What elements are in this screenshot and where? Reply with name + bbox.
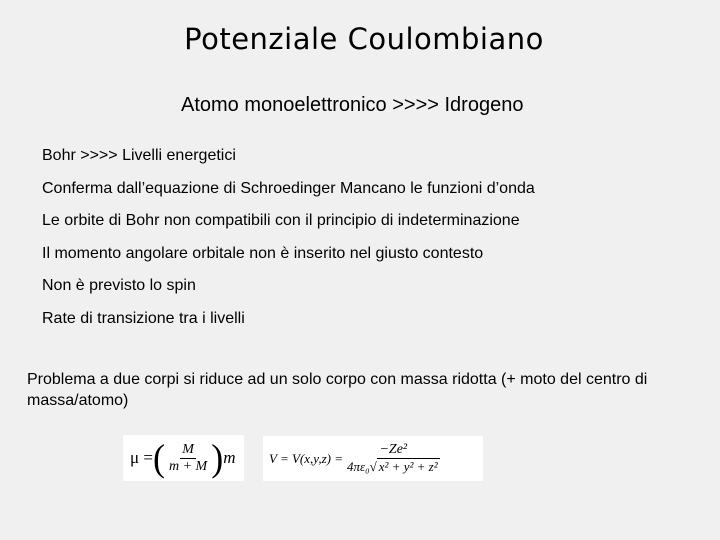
list-item: Bohr >>>> Livelli energetici [42, 147, 236, 164]
formula-lhs: V = V(x,y,z) = [269, 450, 343, 466]
list-item: Il momento angolare orbitale non è inserito nel giusto contesto [42, 244, 484, 262]
fraction [167, 442, 209, 475]
left-paren: ( [152, 437, 165, 479]
fraction [345, 442, 442, 476]
sqrt-sign: √ [369, 458, 377, 474]
bullet-list [42, 146, 535, 342]
fraction-denominator: m + M [168, 458, 208, 474]
fraction-numerator: −Ze² [379, 441, 408, 457]
denominator-prefix: 4πε₀ [346, 458, 370, 474]
list-item: Le orbite di Bohr non compatibili con il principio di indeterminazione [42, 212, 520, 230]
sqrt-radicand: x² + y² + z² [378, 458, 438, 474]
slide-subtitle: Atomo monoelettronico >>>> Idrogeno [181, 94, 524, 116]
body-paragraph: Problema a due corpi si riduce ad un solo corpo con massa ridotta (+ moto del centro di massa/atomo) [27, 371, 648, 409]
fraction-numerator: M [182, 441, 194, 457]
list-item: Conferma dall’equazione di Schroedinger Mancano le funzioni d’onda [42, 179, 535, 197]
formula-lhs: μ = [130, 448, 153, 467]
right-paren: ) [211, 437, 224, 479]
fraction-denominator [345, 459, 442, 476]
coulomb-potential-formula [263, 436, 483, 481]
list-item: Non è previsto lo spin [42, 277, 196, 295]
reduced-mass-formula [123, 435, 244, 481]
formula-factor: m [223, 448, 236, 467]
list-item: Rate di transizione tra i livelli [42, 309, 245, 327]
slide-title: Potenziale Coulombiano [184, 22, 544, 56]
